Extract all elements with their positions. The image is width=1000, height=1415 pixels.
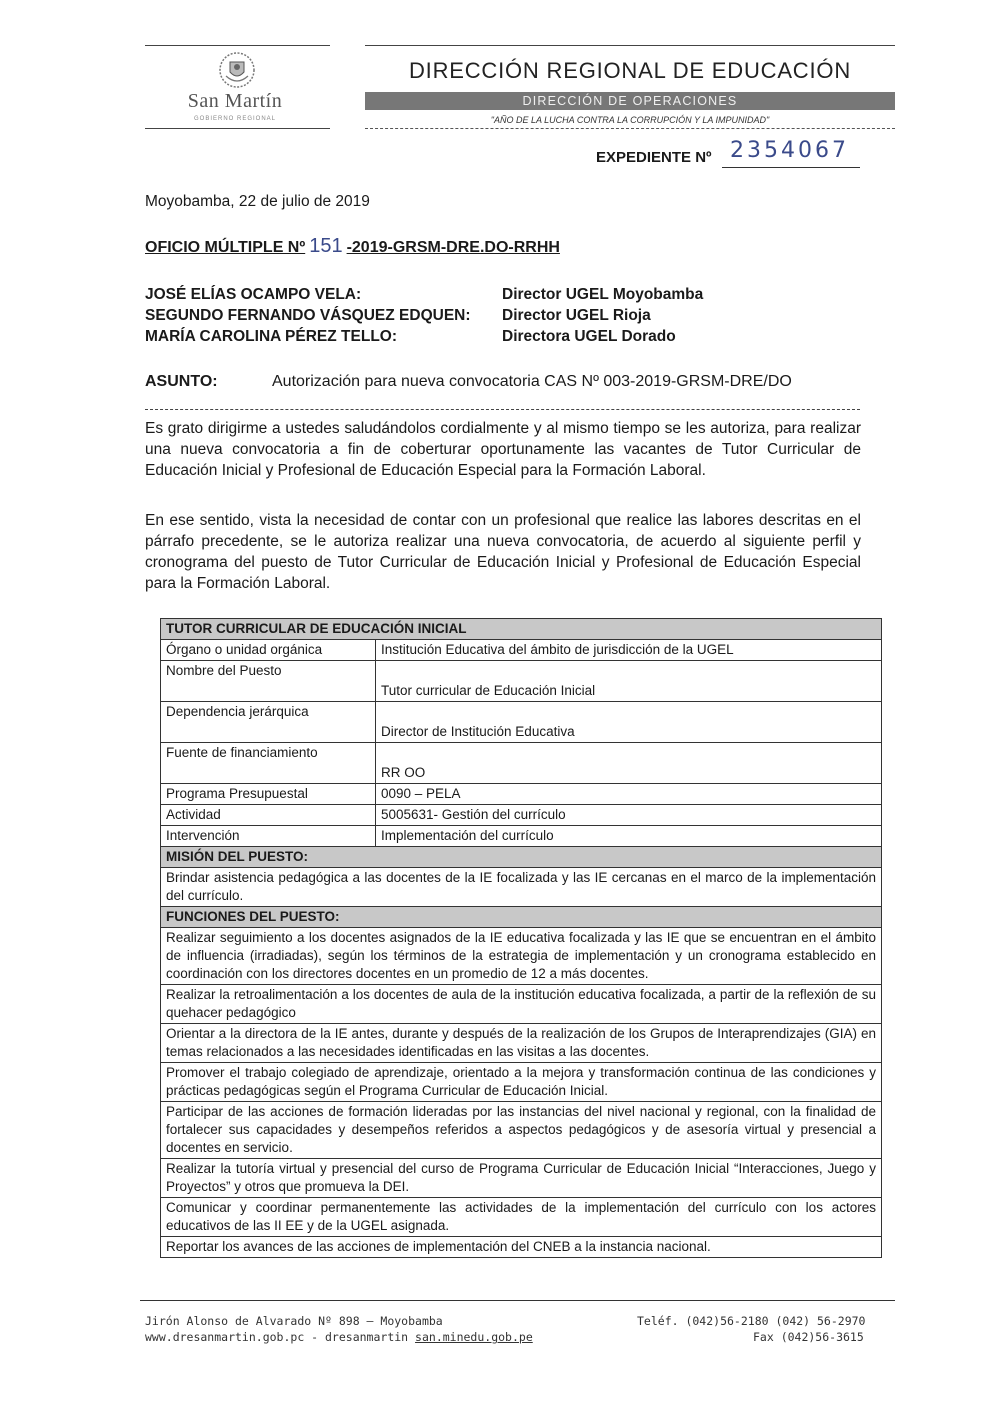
table-row: [161, 784, 882, 805]
footer-address: Jirón Alonso de Alvarado Nº 898 – Moyobamba: [145, 1314, 443, 1328]
table-row: [161, 702, 882, 743]
logo-name: San Martín: [187, 90, 283, 112]
function-item: Promover el trabajo colegiado de aprendizaje, orientado a la mejora y transformación continua de las condiciones y prácticas pedagógicas según el Programa Curricular de Educación Inicial.: [161, 1063, 882, 1102]
header-top-rule-left: [145, 45, 330, 46]
table-row: [161, 619, 882, 640]
mission-section-title: MISIÓN DEL PUESTO:: [161, 847, 882, 868]
year-motto: "AÑO DE LA LUCHA CONTRA LA CORRUPCIÓN Y LA IMPUNIDAD": [490, 115, 770, 125]
table-row: [161, 928, 882, 985]
asunto-text: Autorización para nueva convocatoria CAS Nº 003-2019-GRSM-DRE/DO: [272, 373, 792, 390]
footer-web-text: www.dresanmartin.gob.pc - dresanmartin: [145, 1330, 409, 1344]
field-label: Fuente de financiamiento: [161, 743, 376, 784]
oficio-number-handwritten: 151: [309, 235, 343, 257]
table-row: [161, 847, 882, 868]
table-row: [161, 640, 882, 661]
table-row: [161, 743, 882, 784]
oficio-reference: [145, 235, 560, 258]
header-bottom-rule-right: [365, 128, 895, 129]
recipient-name: MARÍA CAROLINA PÉREZ TELLO:: [145, 328, 398, 345]
asunto-separator: [145, 409, 860, 410]
field-value: Director de Institución Educativa: [376, 702, 882, 743]
organization-title: DIRECCIÓN REGIONAL DE EDUCACIÓN: [408, 58, 852, 83]
header-top-rule-right: [365, 45, 895, 46]
expediente-label: EXPEDIENTE Nº: [596, 149, 712, 166]
recipient-role: Directora UGEL Dorado: [502, 328, 676, 345]
oficio-prefix: OFICIO MÚLTIPLE Nº: [145, 239, 306, 256]
footer-rule: [140, 1300, 895, 1301]
field-value: Institución Educativa del ámbito de jurisdicción de la UGEL: [376, 640, 882, 661]
function-item: Realizar la retroalimentación a los docentes de aula de la institución educativa focalizada, a partir de la reflexión de su quehacer pedagógico: [161, 985, 882, 1024]
function-item: Reportar los avances de las acciones de implementación del CNEB a la instancia nacional.: [161, 1237, 882, 1258]
table-row: [161, 1024, 882, 1063]
footer-web-link[interactable]: san.minedu.gob.pe: [415, 1330, 533, 1344]
function-item: Realizar seguimiento a los docentes asignados de la IE educativa focalizada y las IE que se encuentran en el ámbito de influencia (irradiadas), según los términos de la estrategia de implementación y un cronograma establecido en coordinación con los directores docentes en un promedio de 12 a más docentes.: [161, 928, 882, 985]
table-row: [161, 826, 882, 847]
table-row: [161, 1063, 882, 1102]
table-row: [161, 868, 882, 907]
field-label: Actividad: [161, 805, 376, 826]
expediente-number-handwritten: 2354067: [730, 138, 849, 163]
table-row: [161, 907, 882, 928]
recipient-name: SEGUNDO FERNANDO VÁSQUEZ EDQUEN:: [145, 307, 471, 324]
recipient-name: JOSÉ ELÍAS OCAMPO VELA:: [145, 286, 362, 303]
field-label: Intervención: [161, 826, 376, 847]
paragraph-detail: En ese sentido, vista la necesidad de contar con un profesional que realice las labores descritas en el párrafo precedente, se le autoriza realizar una nueva convocatoria, de acuerdo al siguiente perfil y cronograma del puesto de Tutor Curricular de Educación Inicial y Profesional de Educación Especial para la Formación Laboral.: [145, 512, 861, 592]
table-row: [161, 1102, 882, 1159]
department-banner: DIRECCIÓN DE OPERACIONES: [365, 92, 895, 110]
table-row: [161, 985, 882, 1024]
function-item: Realizar la tutoría virtual y presencial del curso de Programa Curricular de Educación Inicial “Interacciones, Juego y Proyectos” y otros que promueva la DEI.: [161, 1159, 882, 1198]
logo-subtitle: GOBIERNO REGIONAL: [193, 116, 276, 122]
job-profile-table: [160, 618, 882, 1258]
field-label: Dependencia jerárquica: [161, 702, 376, 743]
regional-government-logo: [140, 48, 330, 138]
letter-date: Moyobamba, 22 de julio de 2019: [145, 193, 370, 210]
field-label: Órgano o unidad orgánica: [161, 640, 376, 661]
field-value: Implementación del currículo: [376, 826, 882, 847]
table-row: [161, 1237, 882, 1258]
recipient-role: Director UGEL Moyobamba: [502, 286, 704, 303]
table-row: [161, 1159, 882, 1198]
expediente-underline: [722, 167, 860, 168]
paragraph-intro: Es grato dirigirme a ustedes saludándolos cordialmente y al mismo tiempo se les autoriza, para realizar una nueva convocatoria a fin de coberturar oportunamente las vacantes de Tutor Curricular de Educación Inicial y Profesional de Educación Especial para la Formación Laboral.: [145, 420, 861, 479]
table-title: TUTOR CURRICULAR DE EDUCACIÓN INICIAL: [161, 619, 882, 640]
field-value: Tutor curricular de Educación Inicial: [376, 661, 882, 702]
asunto-label: ASUNTO:: [145, 373, 218, 390]
mission-text: Brindar asistencia pedagógica a las docentes de la IE focalizada y las IE cercanas en el marco de la implementación del currículo.: [161, 868, 882, 907]
field-value: 5005631- Gestión del currículo: [376, 805, 882, 826]
field-value: RR OO: [376, 743, 882, 784]
table-row: [161, 805, 882, 826]
function-item: Participar de las acciones de formación lideradas por las instancias del nivel nacional y regional, con la finalidad de fortalecer sus capacidades y desempeños referidos a aspectos pedagógicos y de asesoría virtual y presencial a docentes en servicio.: [161, 1102, 882, 1159]
function-item: Orientar a la directora de la IE antes, durante y después de la realización de los Grupos de Interaprendizajes (GIA) en temas relacionados a las necesidades identificadas en las visitas a las docentes.: [161, 1024, 882, 1063]
table-row: [161, 1198, 882, 1237]
field-label: Programa Presupuestal: [161, 784, 376, 805]
footer-websites: [145, 1330, 533, 1344]
footer-phone: Teléf. (042)56-2180 (042) 56-2970: [637, 1314, 866, 1328]
oficio-suffix: -2019-GRSM-DRE.DO-RRHH: [346, 239, 560, 256]
functions-section-title: FUNCIONES DEL PUESTO:: [161, 907, 882, 928]
footer-fax: Fax (042)56-3615: [753, 1330, 864, 1344]
table-row: [161, 661, 882, 702]
field-value: 0090 – PELA: [376, 784, 882, 805]
function-item: Comunicar y coordinar permanentemente las actividades de la implementación del currículo con los actores educativos de las II EE y de la UGEL asignada.: [161, 1198, 882, 1237]
recipient-role: Director UGEL Rioja: [502, 307, 651, 324]
header-bottom-rule-left: [145, 128, 330, 129]
coat-of-arms-icon: [217, 50, 257, 90]
field-label: Nombre del Puesto: [161, 661, 376, 702]
